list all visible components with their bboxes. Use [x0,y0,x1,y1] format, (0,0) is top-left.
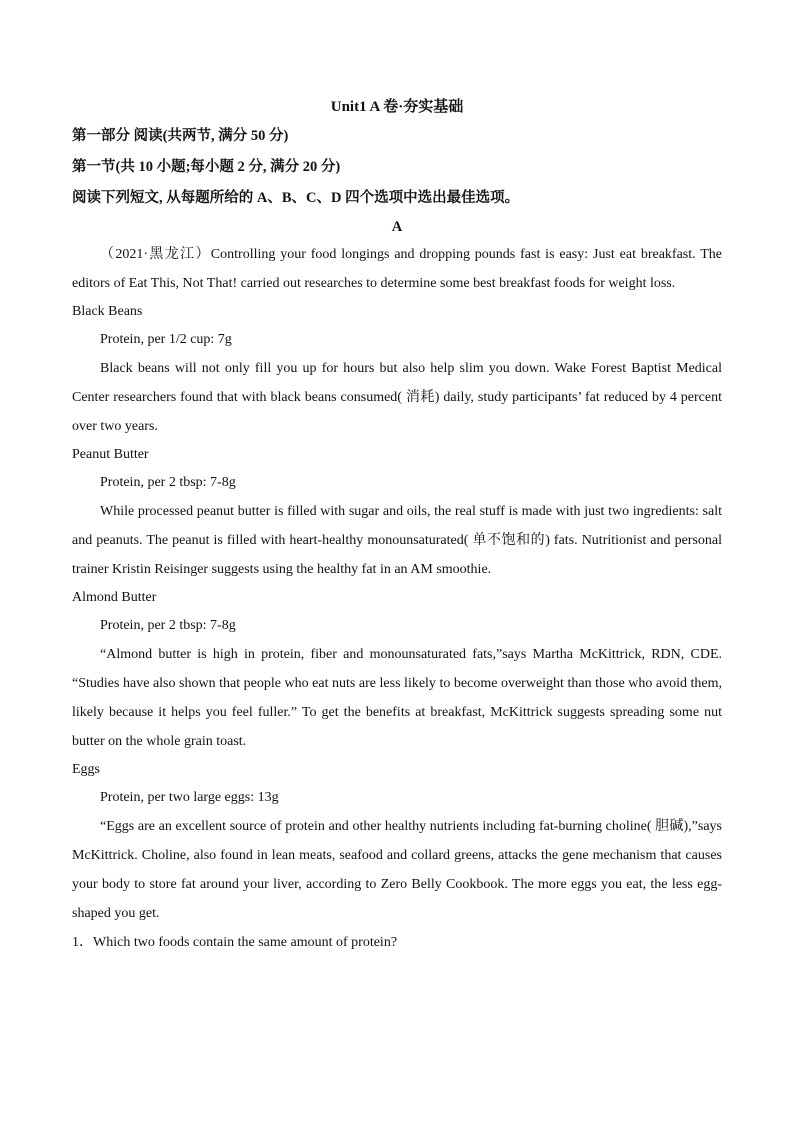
intro-paragraph: （2021·黑龙江）Controlling your food longings and dropping pounds fast is easy: Just eat breakfast. The editors of Eat This, Not That! carried out researches to determine some best breakfast foods for weight loss. [72,247,722,291]
protein-almond-butter: Protein, per 2 tbsp: 7-8g [100,618,236,633]
section-heading: 第一节(共 10 小题;每小题 2 分, 满分 20 分) [72,159,341,175]
food-name-peanut-butter: Peanut Butter [72,447,149,462]
document-page [72,94,722,957]
passage-letter: A [391,219,403,235]
protein-eggs: Protein, per two large eggs: 13g [100,790,279,805]
protein-black-beans: Protein, per 1/2 cup: 7g [100,332,232,347]
paragraph-eggs: “Eggs are an excellent source of protein and other healthy nutrients including fat-burning choline( 胆碱),”says McKittrick. Choline, also found in lean meats, seafood and collard greens, attacks the gene mechanism that causes your body to store fat around your liver, according to Zero Belly Cookbook. The more eggs you eat, the less egg-shaped you get. [72,819,722,921]
protein-peanut-butter: Protein, per 2 tbsp: 7-8g [100,475,236,490]
food-name-eggs: Eggs [72,762,100,777]
page-title: Unit1 A 卷·夯实基础 [330,99,464,115]
instruction-text: 阅读下列短文, 从每题所给的 A、B、C、D 四个选项中选出最佳选项。 [72,190,520,206]
paragraph-almond-butter: “Almond butter is high in protein, fiber and monounsaturated fats,”says Martha McKittrick, RDN, CDE. “Studies have also shown that people who eat nuts are less likely to become overweight than those who avoid them, likely because it helps you feel fuller.” To get the benefits at breakfast, McKittrick suggests spreading some nut butter on the whole grain toast. [72,647,722,749]
paragraph-peanut-butter: While processed peanut butter is filled with sugar and oils, the real stuff is made with just two ingredients: salt and peanuts. The peanut is filled with heart-healthy monounsaturated( 单不饱和的) fats. Nutritionist and personal trainer Kristin Reisinger suggests using the healthy fat in an AM smoothie. [72,504,722,577]
paragraph-black-beans: Black beans will not only fill you up for hours but also help slim you down. Wake Forest Baptist Medical Center researchers found that with black beans consumed( 消耗) daily, study participants’ fat reduced by 4 percent over two years. [72,361,722,434]
part-heading: 第一部分 阅读(共两节, 满分 50 分) [72,128,289,144]
food-name-black-beans: Black Beans [72,304,143,319]
food-name-almond-butter: Almond Butter [72,590,157,605]
question-1: 1．Which two foods contain the same amount of protein? [72,935,398,950]
